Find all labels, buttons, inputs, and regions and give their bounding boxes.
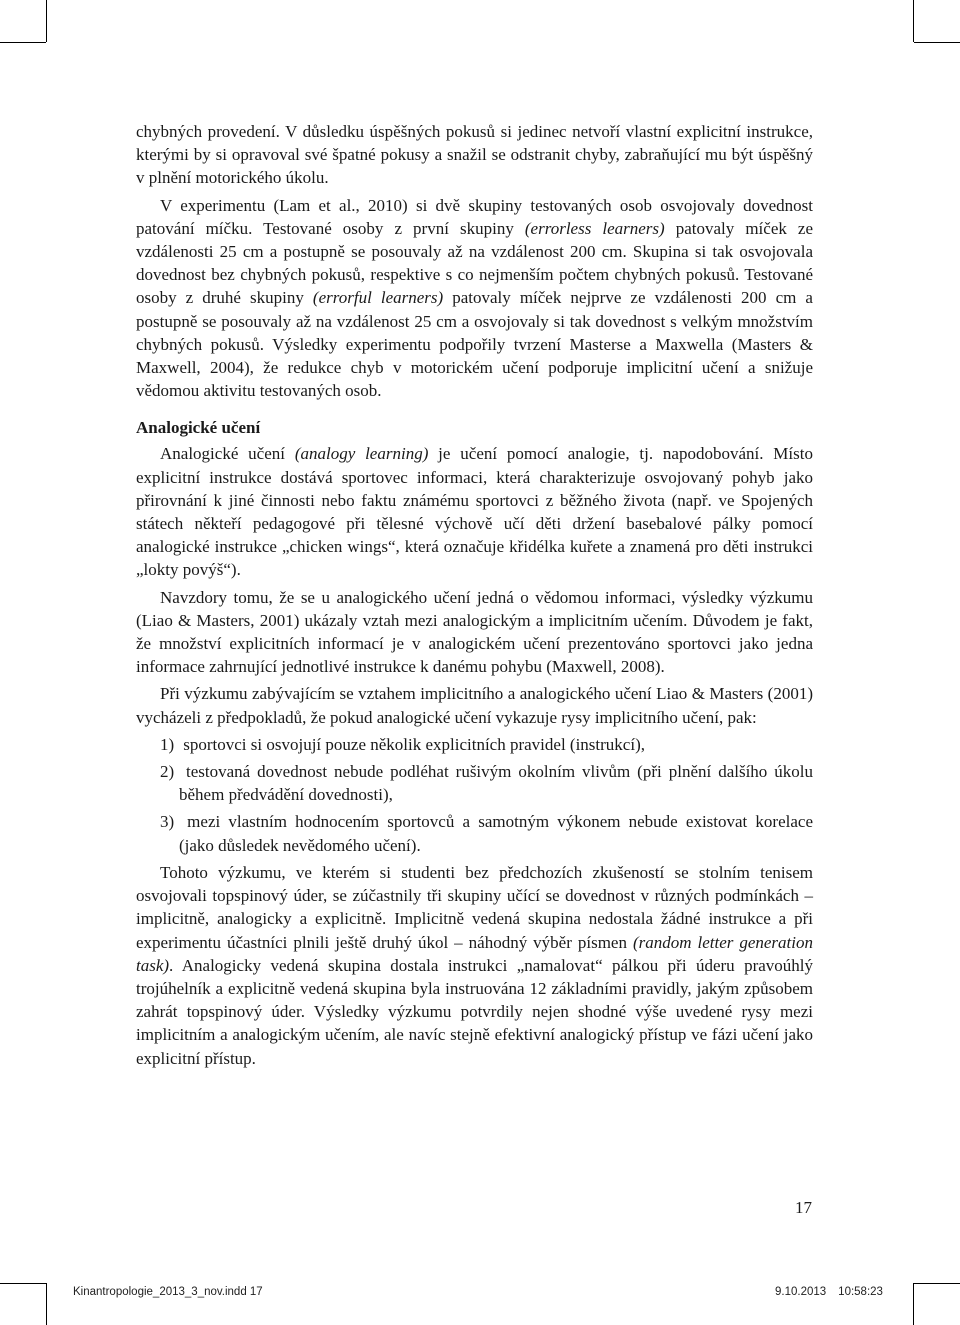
list-item [136, 810, 813, 856]
term-errorless: (errorless learners) [524, 218, 665, 238]
print-slug-date: 9.10.2013 [775, 1286, 827, 1298]
list-item-number: 2) [160, 762, 175, 782]
section-heading: Analogické učení [136, 418, 261, 438]
crop-mark-bottom-right-v [913, 1283, 914, 1325]
paragraph-experiment-text-a: V experimentu (Lam et al., 2010) si dvě skupiny testovaných osob osvojovaly dovednost patování míčku. Testované osoby z první skupiny [136, 195, 813, 238]
paragraph-experiment-text-b: patovaly míček ze vzdálenosti 25 cm a postupně se posouvaly až na vzdálenost 200 cm. Skupina si tak osvojovala dovednost bez chybných pokusů, respektive s co nejmenším počtem chybných pokusů. Testované osoby z druhé skupiny [136, 218, 814, 308]
term-errorful: (errorful learners) [312, 288, 444, 308]
paragraph-analogy-text-b: je učení pomocí analogie, tj. napodobování. Místo explicitní instrukce dostává sportovec informaci, která charakterizuje osvojovaný pohyb jako přirovnání k jiné činnosti nebo faktu známému sportovci z běžného života (např. ve Spojených státech někteří pedagogové při tělesné výchově učí děti držení basebalové pálky pomocí analogické instrukce „chicken wings“, která označuje křidélka kuřete a znamená pro děti instrukci „lokty povýš“). [136, 444, 813, 580]
crop-mark-top-left-h [0, 42, 46, 43]
crop-mark-top-right-v [913, 0, 914, 42]
paragraph-experiment [136, 194, 813, 403]
crop-mark-top-left-v [46, 0, 47, 42]
list-item-text: sportovci si osvojují pouze několik explicitních pravidel (instrukcí), [183, 734, 645, 754]
paragraph-experiment-text-c: patovaly míček nejprve ze vzdálenosti 200 cm a postupně se posouvaly až na vzdálenost 25 cm a osvojovaly si tak dovednost s velkým množstvím chybných pokusů. Výsledky experimentu podpořily tvrzení Masterse a Maxwella (Masters & Maxwell, 2004), že redukce chyb v motorickém učení podporuje implicitní učení a snižuje vědomou aktivitu testovaných osob. [136, 288, 813, 401]
term-random-letter: (random letter generation task) [136, 932, 813, 975]
paragraph-study-text-a: Tohoto výzkumu, ve kterém si studenti bez předchozích zkušeností se stolním tenisem osvojovali topspinový úder, se zúčastnily tři skupiny učící se dovednost v různých podmínkách – implicitně, analogicky a explicitně. Implicitně vedená skupina nedostala žádné instrukce a při experimentu účastníci plnili ještě druhý úkol – náhodný výběr písmen [136, 862, 813, 952]
crop-mark-top-right-h [914, 42, 960, 43]
crop-mark-bottom-right-h [914, 1283, 960, 1284]
paragraph-analogy-text-a: Analogické učení [160, 444, 295, 464]
list-item-number: 1) [160, 734, 175, 754]
term-analogy-learning: (analogy learning) [294, 444, 429, 464]
list-item [136, 760, 813, 806]
paragraph-intro: chybných provedení. V důsledku úspěšných pokusů si jedinec netvoří vlastní explicitní instrukce, kterými by si opravoval své špatné pokusy a snažil se odstranit chyby, zabraňující mu být úspěšný v plnění motorického úkolu. [136, 122, 813, 188]
list-item [136, 733, 813, 756]
print-slug-datetime [775, 1286, 883, 1298]
crop-mark-bottom-left-v [46, 1283, 47, 1325]
assumption-list [136, 733, 813, 857]
print-slug-file: Kinantropologie_2013_3_nov.indd 17 [73, 1286, 263, 1298]
paragraph-research: Při výzkumu zabývajícím se vztahem implicitního a analogického učení Liao & Masters (2001) vycházeli z předpokladů, že pokud analogické učení vykazuje rysy implicitního učení, pak: [136, 684, 813, 727]
list-item-text: testovaná dovednost nebude podléhat rušivým okolním vlivům (při plnění dalšího úkolu během předvádění dovednosti), [179, 762, 814, 805]
paragraph-study-text-b: . Analogicky vedená skupina dostala instrukci „namalovat“ pálkou při úderu pravoúhlý trojúhelník a explicitně vedená skupina byla instruována 12 základními pravidly, jakým způsobem zahrát topspinový úder. Výsledky výzkumu potvrdily nejen shodné výše uvedené rysy mezi implicitním a analogickým učením, ale navíc stejně efektivní analogický přístup ve fázi učení jako explicitní přístup. [136, 955, 813, 1068]
list-item-number: 3) [160, 812, 175, 832]
page-body [136, 120, 813, 1074]
list-item-text: mezi vlastním hodnocením sportovců a samotným výkonem nebude existovat korelace (jako důsledek nevědomého učení). [179, 812, 813, 855]
print-slug-time: 10:58:23 [838, 1286, 883, 1298]
paragraph-analogy [136, 442, 813, 581]
page-number: 17 [795, 1198, 812, 1217]
paragraph-despite: Navzdory tomu, že se u analogického učení jedná o vědomou informaci, výsledky výzkumu (Liao & Masters, 2001) ukázaly vztah mezi analogickým a implicitním učením. Důvodem je fakt, že množství explicitních informací je v analogickém učení prezentováno sportovci jako jedna informace zahrnující jednotlivé instrukce k danému pohybu (Maxwell, 2008). [136, 587, 813, 677]
crop-mark-bottom-left-h [0, 1283, 46, 1284]
paragraph-study [136, 861, 813, 1070]
